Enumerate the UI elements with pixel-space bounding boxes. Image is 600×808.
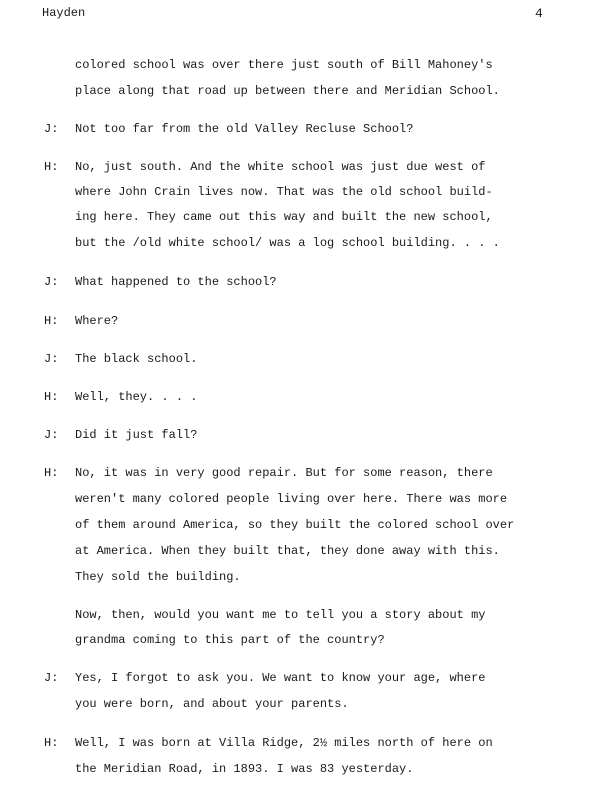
- transcript-line: Not too far from the old Valley Recluse School?: [75, 122, 414, 136]
- transcript-line: Where?: [75, 314, 119, 328]
- transcript-line: of them around America, so they built the colored school over: [75, 518, 515, 532]
- transcript-line: grandma coming to this part of the country?: [75, 633, 385, 647]
- transcript-line: Well, they. . . .: [75, 390, 198, 404]
- speaker-label: J:: [44, 122, 59, 136]
- speaker-label: J:: [44, 352, 59, 366]
- transcript-line: place along that road up between there and Meridian School.: [75, 84, 500, 98]
- transcript-line: No, just south. And the white school was just due west of: [75, 160, 486, 174]
- transcript-line: Yes, I forgot to ask you. We want to know your age, where: [75, 671, 486, 685]
- transcript-line: colored school was over there just south of Bill Mahoney's: [75, 58, 493, 72]
- transcript-line: weren't many colored people living over here. There was more: [75, 492, 508, 506]
- transcript-line: but the /old white school/ was a log school building. . . .: [75, 236, 500, 250]
- speaker-label: H:: [44, 160, 59, 174]
- transcript-line: Did it just fall?: [75, 428, 198, 442]
- transcript-line: They sold the building.: [75, 570, 241, 584]
- speaker-label: H:: [44, 466, 59, 480]
- speaker-label: H:: [44, 390, 59, 404]
- speaker-label: J:: [44, 671, 59, 685]
- transcript-line: ing here. They came out this way and built the new school,: [75, 210, 493, 224]
- speaker-label: H:: [44, 314, 59, 328]
- transcript-line: What happened to the school?: [75, 275, 277, 289]
- transcript-line: Well, I was born at Villa Ridge, 2½ miles north of here on: [75, 736, 493, 750]
- transcript-line: Now, then, would you want me to tell you a story about my: [75, 608, 486, 622]
- interviewee-header: Hayden: [42, 6, 86, 20]
- speaker-label: H:: [44, 736, 59, 750]
- transcript-line: at America. When they built that, they done away with this.: [75, 544, 500, 558]
- speaker-label: J:: [44, 275, 59, 289]
- transcript-line: you were born, and about your parents.: [75, 697, 349, 711]
- transcript-line: the Meridian Road, in 1893. I was 83 yesterday.: [75, 762, 414, 776]
- speaker-label: J:: [44, 428, 59, 442]
- transcript-line: The black school.: [75, 352, 198, 366]
- page-number: 4: [535, 6, 543, 21]
- transcript-line: where John Crain lives now. That was the old school build-: [75, 185, 493, 199]
- transcript-line: No, it was in very good repair. But for some reason, there: [75, 466, 493, 480]
